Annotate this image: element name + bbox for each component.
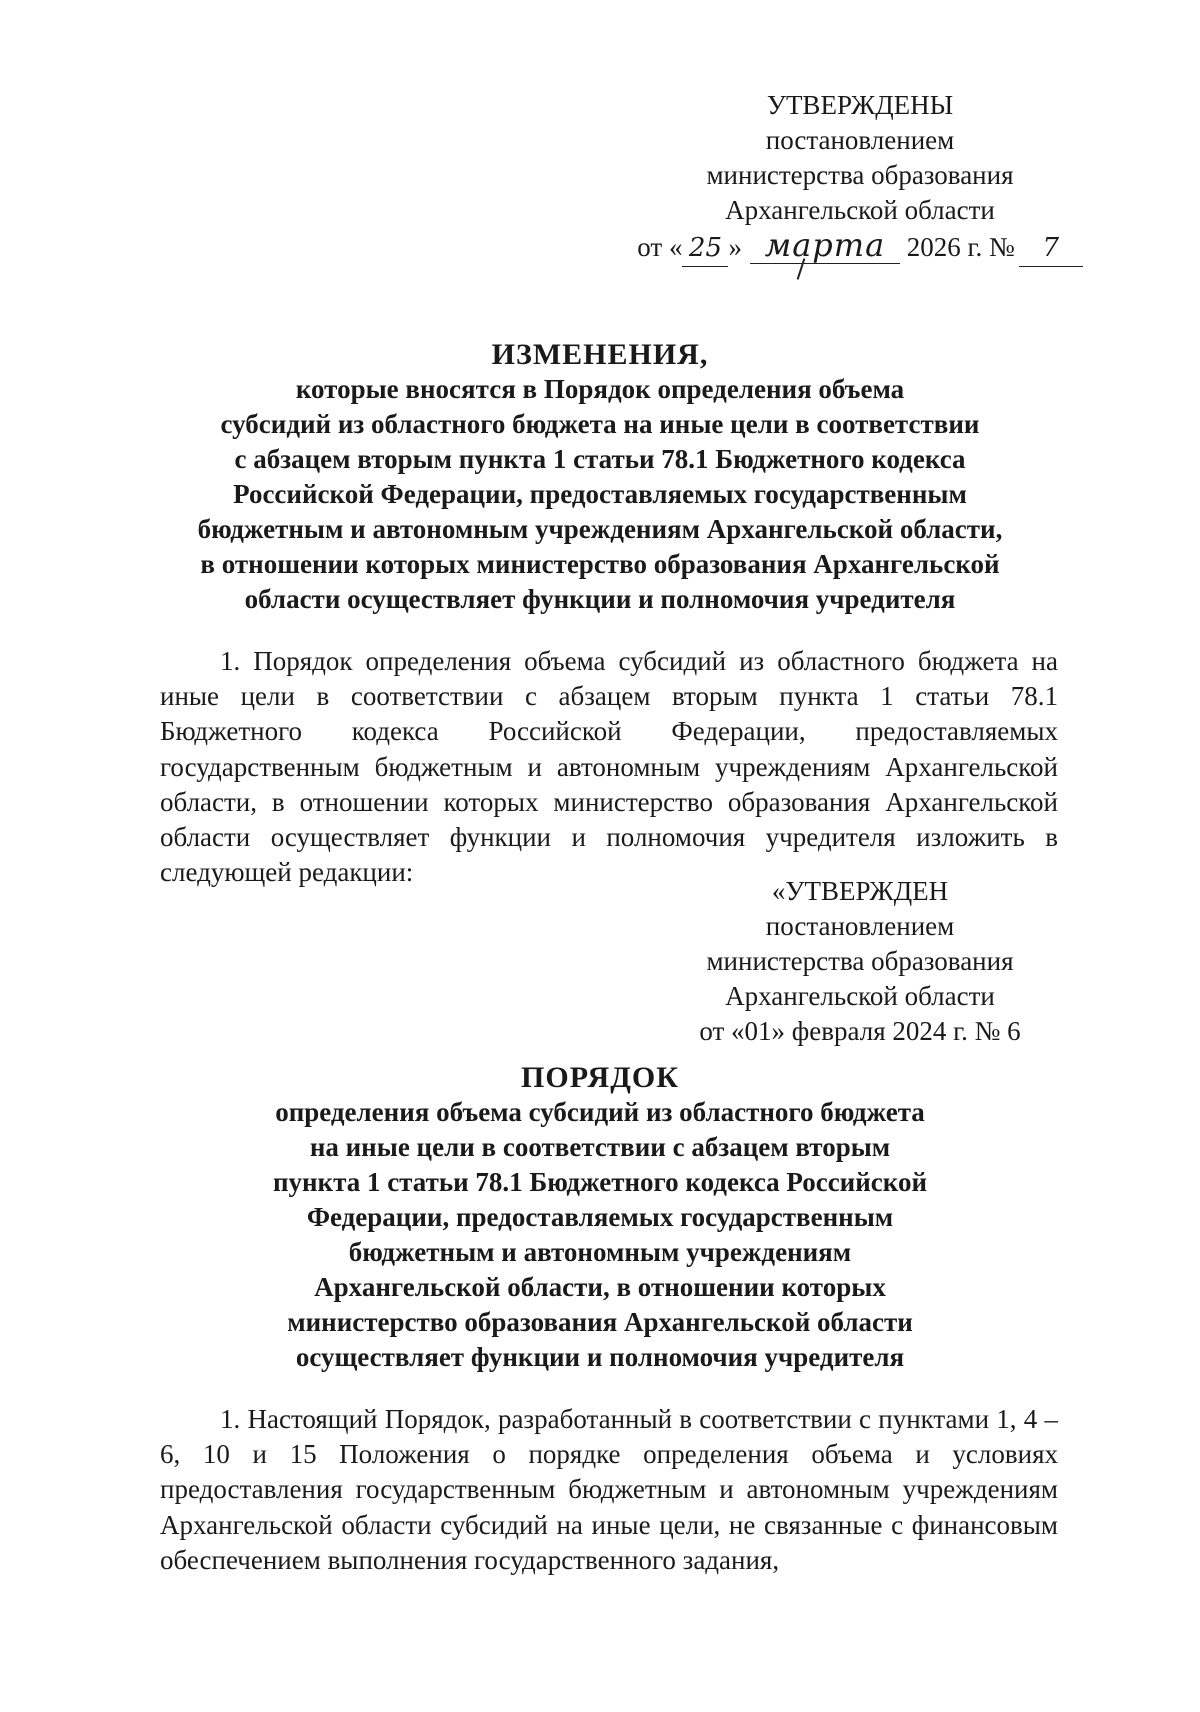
heading-line: с абзацем вторым пункта 1 статьи 78.1 Бюджетного кодекса	[234, 444, 966, 474]
paragraph-1: 1. Порядок определения объема субсидий из областного бюджета на иные цели в соответствии с абзацем вторым пункта 1 статьи 78.1 Бюджетного кодекса Российской Федерации, предоставляемых государственным бюджетным и автономным учреждениям Архангельской области, в отношении которых министерство образования Архангельской области осуществляет функции и полномочия учредителя изложить в следующей редакции:	[160, 646, 1058, 888]
heading-line: осуществляет функции и полномочия учредителя	[295, 1342, 905, 1372]
date-prefix: от «	[637, 232, 683, 262]
heading-line: пункта 1 статьи 78.1 Бюджетного кодекса Российской	[272, 1167, 928, 1197]
handwritten-doc-number: 7	[1019, 231, 1083, 267]
approval-line: Архангельской области	[725, 981, 995, 1011]
approval-line: УТВЕРЖДЕНЫ	[766, 90, 954, 120]
heading-line: бюджетным и автономным учреждениям Архангельской области,	[197, 514, 1003, 544]
changes-heading	[160, 337, 1040, 617]
heading-line: Архангельской области, в отношении которых	[314, 1272, 886, 1302]
heading-title: ИЗМЕНЕНИЯ,	[491, 338, 709, 371]
heading-line: Российской Федерации, предоставляемых государственным	[233, 479, 967, 509]
date-year: 2026 г. №	[899, 232, 1015, 262]
approval-block	[600, 88, 1120, 267]
heading-line: министерство образования Архангельской области	[287, 1307, 913, 1337]
heading-line: определения объема субсидий из областного бюджета	[275, 1097, 925, 1127]
quoted-approval-block	[600, 874, 1120, 1049]
paragraph-2: 1. Настоящий Порядок, разработанный в соответствии с пунктами 1, 4 – 6, 10 и 15 Положения о порядке определения объема и условиях предоставления государственным бюджетным и автономным учреждениям Архангельской области субсидий на иные цели, не связанные с финансовым обеспечением выполнения государственного задания,	[160, 1404, 1058, 1575]
handwritten-day: 25	[682, 231, 728, 267]
approval-line: от «01» февраля 2024 г. № 6	[699, 1016, 1021, 1046]
heading-line: субсидий из областного бюджета на иные цели в соответствии	[220, 409, 980, 439]
approval-line: «УТВЕРЖДЕН	[771, 876, 949, 906]
approval-line: министерства образования	[706, 160, 1014, 190]
approval-date-line	[600, 228, 1120, 267]
approval-line: постановлением	[765, 911, 955, 941]
handwritten-month-text: марта	[764, 226, 886, 264]
approval-line: постановлением	[765, 125, 955, 155]
handwritten-month	[750, 228, 900, 264]
heading-line: в отношении которых министерство образования Архангельской	[200, 549, 1000, 579]
heading-title: ПОРЯДОК	[521, 1061, 679, 1094]
heading-line: которые вносятся в Порядок определения объема	[295, 374, 905, 404]
heading-line: области осуществляет функции и полномочия учредителя	[244, 584, 956, 614]
heading-line: на иные цели в соответствии с абзацем вторым	[309, 1132, 891, 1162]
procedure-heading	[160, 1060, 1040, 1375]
approval-line: министерства образования	[706, 946, 1014, 976]
heading-line: бюджетным и автономным учреждениям	[348, 1237, 852, 1267]
date-mid: »	[728, 232, 742, 262]
heading-line: Федерации, предоставляемых государственным	[306, 1202, 894, 1232]
approval-line: Архангельской области	[725, 195, 995, 225]
